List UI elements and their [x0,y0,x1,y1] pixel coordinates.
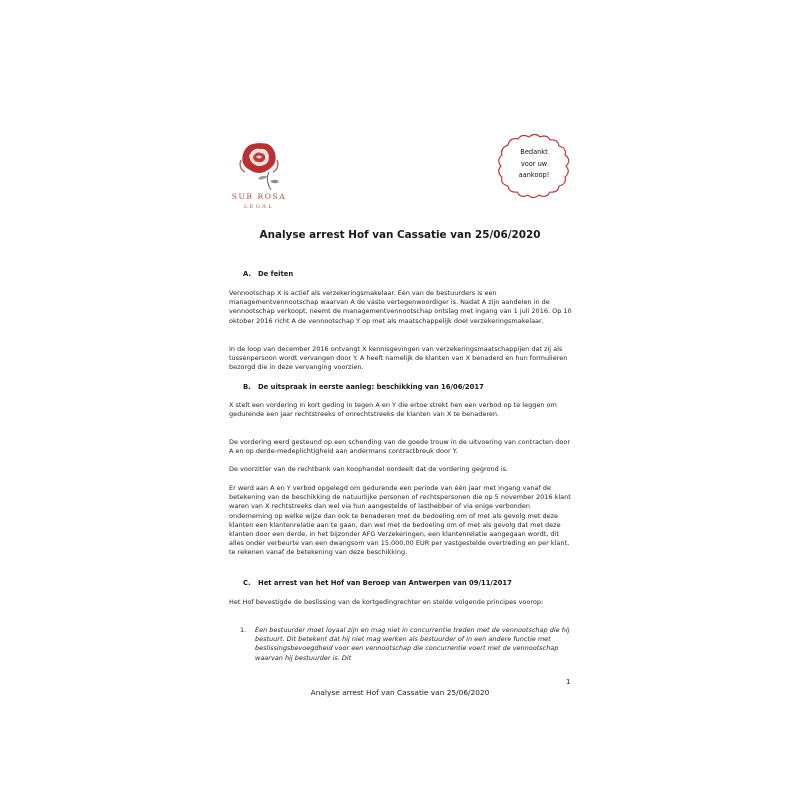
list-number: 1. [240,626,247,634]
badge-line-3: aankoop! [518,171,550,179]
section-letter: C. [243,579,251,587]
paragraph-ruling-2: De vordering werd gesteund op een schending van de goede trouw in de uitvoering van contracten door A en op derde-medeplichtigheid aan andermans contractbreuk door Y. [229,438,570,456]
section-title: De uitspraak in eerste aanleg: beschikking van 16/06/2017 [258,383,484,391]
thank-you-badge [494,133,574,201]
page-number: 1 [566,678,571,686]
paragraph-appeal-1: Het Hof bevestigde de beslissing van de kortgedingrechter en stelde volgende principes voorop: [229,598,544,606]
badge-text [502,147,566,182]
logo-name: SUB ROSA [231,192,287,201]
document-title: Analyse arrest Hof van Cassatie van 25/06/2020 [259,229,541,241]
paragraph-ruling-4: Er werd aan A en Y verbod opgelegd om gedurende een periode van één jaar met ingang vanaf de betekening van de beschikking de natuurlijke personen of rechtspersonen die op 5 november 2016 klant waren van X rechtstreeks dan wel via hun aangestelde of lasthebber of via enige verbonden onderneming op welke wijze dan ook te benaderen met de bedoeling om of met als gevolg met deze klanten een klantenrelatie aan te gaan, dan wel met de bedoeling om of met als gevolg dat met deze klanten door een derde, in het bijzonder AFG Verzekeringen, een klantenrelatie aangegaan wordt, dit alles onder verbeurte van een dwangsom van 15.000,00 EUR per vastgestelde overtreding en per klant, te rekenen vanaf de betekening van deze beschikking. [229,484,571,557]
page-footer: Analyse arrest Hof van Cassatie van 25/06/2020 [310,688,490,697]
badge-line-1: Bedankt [520,148,548,156]
section-letter: B. [243,383,251,391]
badge-line-2: voor uw [520,159,548,168]
logo-subtitle: LEGAL [244,204,274,210]
paragraph-ruling-1: X stelt een vordering in kort geding in tegen A en Y die ertoe strekt hen een verbod op te leggen om gedurende een jaar rechtstreeks of onrechtstreeks de klanten van X te benaderen. [229,401,557,419]
list-text: Een bestuurder moet loyaal zijn en mag niet in concurrentie treden met de vennootschap die hij bestuurt. Dit betekent dat hij niet mag werken als bestuurder of in een andere functie met beslissingsbevoegdheid voor een vennootschap die concurrentie voert met de vennootschap waarvan hij bestuurder is. Dit [255,626,570,662]
paragraph-facts-2: In de loop van december 2016 ontvangt X kennisgevingen van verzekeringsmaatschappijen dat zij als tussenpersoon wordt vervangen door Y. A heeft namelijk de klanten van X benaderd en hun formulieren bezorgd die in deze vervanging voorzien. [229,345,568,372]
paragraph-ruling-3: De voorzitter van de rechtbank van koophandel oordeelt dat de vordering gegrond is. [229,465,509,473]
section-title: Het arrest van het Hof van Beroep van Antwerpen van 09/11/2017 [258,579,512,587]
section-title: De feiten [258,270,294,278]
rose-icon [229,138,289,192]
section-letter: A. [243,270,251,278]
company-logo [223,138,295,216]
paragraph-facts-1: Vennootschap X is actief als verzekeringsmakelaar. Eén van de bestuurders is een managementvennootschap waarvan A de vaste vertegenwoordiger is. Nadat A zijn aandelen in de vennootschap verkoopt, neemt de managementvennootschap ontslag met ingang van 1 juli 2016. Op 10 oktober 2016 richt A de vennootschap Y op met als maatschappelijk doel verzekeringsmakelaar. [229,289,572,325]
